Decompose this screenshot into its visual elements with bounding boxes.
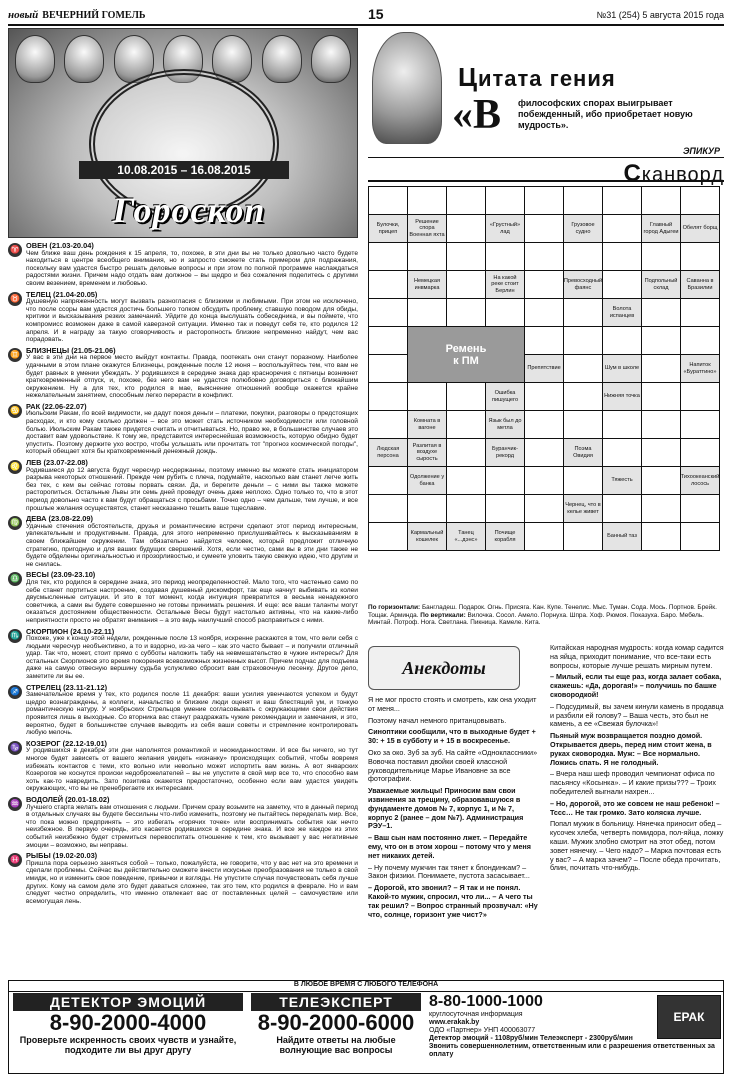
sign-text: Пришла пора серьезно заняться собой – только, пожалуйста, не говорите, что у вас нет на это времени и сделали проблемы. Сейчас вы действительно сможете внести искусные преобразования не только в свой имидж, но и изменить свое поведение, привычки и взгляды. Не упустите случая почувствовать себя лучше других. Кому на самом деле это будет даваться сложнее, так это тем, кто родился в феврале. Но и вам следует честно определить, что именно отвлекает вас от поставленных целей – самочувствие или всемогущая лень. — [26, 859, 358, 905]
grid-cell — [447, 467, 486, 495]
grid-cell — [564, 383, 603, 411]
scanword-clue: Обелят борщ — [680, 214, 720, 243]
sign-text: Замечательное время у тех, кто родился после 11 декабря: ваши усилия увенчаются успехом и будут щедро вознаграждены, а коллеги, начальство и близкие люди оценят и ваш блестящий ум, и тонкую романтическую натуру. У ноябрьских Стрельцов умение согласовывать с окружающими свои действия проявится лишь в выходные. Со вторника вас станут раздражать чужие рекомендации и замечания, и это, вероятно, будет в большинстве случаев выводить из себя ваши советы и стремление контролировать любую мелочь. — [26, 691, 358, 737]
sign-name: СКОРПИОН (24.10-22.11) — [26, 626, 115, 636]
scanword-clue: Буранчик-рекорд — [485, 438, 525, 467]
grid-cell — [525, 439, 564, 467]
horoscope-sign — [8, 459, 358, 512]
grid-cell — [369, 411, 408, 439]
grid-cell — [525, 271, 564, 299]
scanword-clue: Почище корабля — [485, 522, 525, 551]
scanword-clue: Разлитая в воздухе сырость — [407, 438, 447, 467]
grid-cell — [447, 215, 486, 243]
grid-cell — [681, 383, 720, 411]
scanword-clue: Язык был до метла — [485, 410, 525, 439]
ads-strip — [8, 980, 724, 1074]
sign-text: Чем ближе ваш день рождения к 15 апреля, то, похоже, в эти дни вы не только довольно часто будете находиться в центре всеобщего внимания, но и запросто сможете стать примером для подражания, поскольку вам удастся быстро решать деловые вопросы и при этом по полной программе наслаждаться радостями жизни. Причем надо отдать вам должное – вы щедро и без сожаления поделитесь с другими своим везением, временем и любовью. — [26, 249, 358, 287]
sign-text: Родившиеся до 12 августа будут чересчур несдержанны, поэтому именно вы можете стать инициатором разрыва некоторых отношений. Прежде чем рубить с плеча, подумайте, насколько вам станет легче жить без тех, с кем вы сейчас готовы порвать связи. Да, и берегите деньги – с ними вы также можете расторопиться. Остальные Львы эти семь дней проведут очень даже неплохо. Одно только то, что в этот период довольно часто к вам будут обращаться с просьбами. Точно одно – чем дальше, тем лучше, и все прошлые желания осуществятся, станет несказанно тешить ваше тщеславие. — [26, 466, 358, 512]
joke: Око за око. Зуб за зуб. На сайте «Одноклассники» Вовочка поставил двойки своей классной руководительнице Марье Ивановне за все фотографии. — [368, 747, 538, 784]
horoscope-sign — [8, 571, 358, 624]
zodiac-icon: ♊ — [8, 348, 22, 362]
grid-cell — [486, 495, 525, 523]
sign-text: Душевную напряженность могут вызвать разногласия с близкими и любимыми. При этом не исключено, что после ссоры вам удастся достичь большего толком обсудить проблему, ставшую поводом для обиды, критики и высказывания резких замечаний. Уйдите до конца выслушать собеседника, и вы поймете, что компромисс возможен даже в самой каверзной ситуации. Именно так и поведут себя те, кто родился 12 апреля. И в награду за такую сговорчивость и расторопность близкие непременно найдут, чем вас порадовать. — [26, 298, 358, 344]
ad-phone: 8-80-1000-1000 — [429, 993, 543, 1010]
grid-cell — [642, 439, 681, 467]
ad-info-line: 8-80-1000-1000 круглосуточная информация www.erakak.by ОДО «Партнер» УНП 400063077 Детектор эмоций - 1108руб/мин Телеэксперт - 2300руб/мин Звонить совершеннолетним, ответственным или с разрешения ответственных за оплату ЕРАК — [429, 993, 723, 1073]
sign-name: ДЕВА (23.08-22.09) — [26, 514, 93, 524]
grid-cell — [408, 243, 447, 271]
zodiac-icon: ♓ — [8, 853, 22, 867]
quote-open-letter: «В — [452, 92, 502, 138]
grid-cell — [525, 495, 564, 523]
grid-cell — [447, 411, 486, 439]
scanword-clue: Грузовое судно — [563, 214, 603, 243]
grid-cell — [603, 439, 642, 467]
grid-cell — [564, 243, 603, 271]
grid-cell — [525, 467, 564, 495]
scanword-clue: Главный город Адыгеи — [641, 214, 681, 243]
grid-cell — [408, 299, 447, 327]
grid-cell — [369, 187, 408, 215]
grid-cell — [408, 495, 447, 523]
ad-phone: 8-90-2000-4000 — [49, 1010, 207, 1035]
zodiac-icon: ♈ — [8, 243, 22, 257]
grid-cell — [447, 383, 486, 411]
horoscope-sign — [8, 515, 358, 568]
page-number: 15 — [368, 6, 384, 22]
scanword-clue: Немецкая инвмарка — [407, 270, 447, 299]
philosopher-bust-image — [372, 32, 442, 144]
scanword-clue: Булочки, прицеп — [368, 214, 408, 243]
grid-cell — [603, 243, 642, 271]
joke: Уважаемые жильцы! Приносим вам свои извинения за трещину, образовавшуюся в фундаменте домов № 7, корпус 1, и № 7, корпус 2 (ранее – дом №7). Администрация РЭУ–1. — [368, 786, 524, 831]
grid-cell — [564, 187, 603, 215]
grid-cell — [447, 439, 486, 467]
horoscope-title: Гороскоп — [112, 190, 266, 230]
quote-section — [368, 28, 724, 158]
grid-cell — [642, 411, 681, 439]
scanword-clue: Превосходный фаянс — [563, 270, 603, 299]
scanword-title: Сканворд — [623, 160, 724, 187]
scanword-answers: По горизонтали: Бангладеш. Подарок. Огнь. Присяга. Кан. Купе. Тенелис. Мыс. Туман. Сода. Мось. Портнов. Брейк. Тощак. Арминда. По вертикали: Вилочка. Сосол. Амело. Порнуха. Шпра. Хоф. Рюмоя. Показуха. Баро. Мебель. Минтай. Потроф. Нога. Светлана. Пикница. Камеле. Кита. — [368, 604, 717, 627]
sign-name: ЛЕВ (23.07-22.08) — [26, 458, 88, 468]
grid-cell — [681, 327, 720, 355]
sign-text: Для тех, кто родился в середине знака, это период неопределенностей. Мало того, что частенько само по себе станет портиться настроение, создавая душевный дискомфорт, так еще начнут выбивать из колеи двусмысленные ситуации. И это в тот момент, когда интуиция превратится в весьма ненадежного советчика, а сами вы будете совершенно не готовы принимать решения. И еще: все ваши таланты могут оказаться достоянием общественности. Остальные Весы будут настолько активны, что на какие-либо неприятности просто не обратят внимания – а это ведь наилучший способ расправиться с ними. — [26, 578, 358, 624]
newspaper-name: новый ВЕЧЕРНИЙ ГОМЕЛЬ — [8, 9, 146, 21]
sign-name: ВЕСЫ (23.09-23.10) — [26, 570, 96, 580]
grid-cell — [486, 187, 525, 215]
scanword-clue: Танец «...дэнс» — [446, 522, 486, 551]
scanword-clue: Подпольный склад — [641, 270, 681, 299]
grid-cell — [369, 299, 408, 327]
zodiac-icon: ♉ — [8, 292, 22, 306]
horoscope-sign — [8, 242, 358, 288]
scanword-clue: Нижняя точка — [602, 382, 642, 411]
scanword-clue: Тихоокеанский лосось — [680, 466, 720, 495]
grid-cell — [525, 523, 564, 551]
grid-cell — [525, 187, 564, 215]
joke: – Ваш сын нам постоянно лжет. – Передайте ему, что он в этом хорош – потому что у меня нет никаких детей. — [368, 833, 531, 860]
jokes-left-column — [368, 696, 540, 922]
grid-cell — [603, 271, 642, 299]
grid-cell — [369, 467, 408, 495]
ads-top-line: В ЛЮБОЕ ВРЕМЯ С ЛЮБОГО ТЕЛЕФОНА — [9, 981, 723, 992]
scanword-section — [368, 160, 724, 600]
zodiac-icon: ♌ — [8, 460, 22, 474]
ad-emotion-detector: ДЕТЕКТОР ЭМОЦИЙ 8-90-2000-4000 Проверьте искренность своих чувств и узнайте, подходите ли вы друг другу — [13, 993, 243, 1073]
sign-text: Июльским Ракам, по всей видимости, не дадут покоя деньги – платежи, покупки, разговоры о предстоящих расходах, и кто кому сколько должен – все это может стать источником необходимости или головной болью. Июльским Ракам также придется считать и отчитываться. Но, право же, в большинстве случаев это доставит вам удовольствие. К тому же, представится интереснейшая возможность, которую обидно будет упустить. Поэтому держите ухо востро, чтобы услышать или прочитать тот "прогноз космической погоды", который обещает хотя бы кратковременный денежный дождь. — [26, 410, 358, 456]
joke: – Дорогой, кто звонил? – Я так и не понял. Какой-то мужик, спросил, что ли... – А чего ты так решил? – Вопрос странный прозвучал: «Ну что, солнце, горизонт уже чист?» — [368, 883, 538, 919]
grid-cell — [603, 327, 642, 355]
sign-name: РЫБЫ (19.02-20.03) — [26, 851, 98, 861]
sign-name: ТЕЛЕЦ (21.04-20.05) — [26, 289, 98, 299]
grid-cell — [681, 411, 720, 439]
horoscope-sign — [8, 684, 358, 737]
sign-name: КОЗЕРОГ (22.12-19.01) — [26, 738, 108, 748]
grid-cell — [369, 495, 408, 523]
joke: Я не мог просто стоять и смотреть, как она уходит от меня... — [368, 695, 537, 713]
grid-cell — [525, 383, 564, 411]
zodiac-icon: ♎ — [8, 572, 22, 586]
horoscope-sign — [8, 628, 358, 681]
grid-cell — [642, 243, 681, 271]
scanword-clue: Чернец, что в келье живет — [563, 494, 603, 523]
issue-date: №31 (254) 5 августа 2015 года — [596, 10, 724, 20]
joke: Поэтому начал немного пританцовывать. — [368, 715, 507, 725]
zodiac-icon: ♍ — [8, 516, 22, 530]
joke: – Вчера наш шеф проводил чемпионат офиса по пасьянсу «Косынка». – И какие призы??? – Троих победителей выгнали нахрен... — [550, 769, 717, 796]
joke: Пьяный муж возвращается поздно домой. Открывается дверь, перед ним стоит жена, в руках сковородка. Муж: – Все нормально. Ложись спать. Я не голодный. — [550, 731, 712, 767]
grid-cell — [486, 467, 525, 495]
scanword-clue: «Грустный» лад — [485, 214, 525, 243]
cherub-figure — [64, 35, 104, 83]
grid-cell — [603, 187, 642, 215]
scanword-header — [368, 160, 724, 187]
grid-cell — [681, 299, 720, 327]
grid-cell — [447, 187, 486, 215]
grid-cell — [642, 467, 681, 495]
cherub-figure — [262, 35, 302, 83]
zodiac-icon: ♐ — [8, 685, 22, 699]
ad-phone: 8-90-2000-6000 — [257, 1010, 415, 1035]
horoscope-sign — [8, 852, 358, 905]
joke: – Ну почему мужчин так тянет к блондинкам? – Закон физики. Понимаете, пустота засасывает... — [368, 862, 530, 881]
grid-cell — [525, 411, 564, 439]
zodiac-icon: ♑ — [8, 741, 22, 755]
joke: Синоптики сообщили, что в выходные будет + 30: + 15 в субботу и + 15 в воскресенье. — [368, 727, 536, 746]
grid-cell — [564, 299, 603, 327]
scanword-clue: Саванна в Бразилии — [680, 270, 720, 299]
sign-text: У родившихся в декабре эти дни наполнятся романтикой и неожиданностями. И все бы ничего, но тут многое будет зависеть от вашего желания увидеть «изнанку» происходящих событий, чтобы вовремя избежать контактов с теми, кто вольно или невольно может испортить вам жизнь. А вот январских Козерогов не коснутся происки недоброжелателей – вы не упустите в свой мир все то, что способно вам хоть как-то навредить. Зато позитива окажется предостаточно, особенно если вам удастся увидеть окружающих, что вы не пренебрегаете их интересами. — [26, 747, 358, 793]
joke: – Милый, если ты еще раз, когда залает собака, скажешь: «Да, дорогая!» – получишь по башке сковородкой! — [550, 672, 722, 699]
scanword-clue: Напиток «Бураттино» — [680, 354, 720, 383]
grid-cell — [642, 383, 681, 411]
cherub-figure — [15, 35, 55, 83]
scanword-clue: Волота испанцев — [602, 298, 642, 327]
zodiac-icon: ♏ — [8, 629, 22, 643]
erak-logo: ЕРАК — [657, 995, 721, 1039]
grid-cell — [369, 243, 408, 271]
grid-cell — [603, 215, 642, 243]
grid-cell — [642, 327, 681, 355]
grid-cell — [369, 523, 408, 551]
grid-cell — [642, 523, 681, 551]
grid-cell — [681, 243, 720, 271]
grid-cell — [564, 327, 603, 355]
scanword-clue: Шум в школе — [602, 354, 642, 383]
grid-cell — [564, 467, 603, 495]
grid-cell — [369, 355, 408, 383]
scanword-rebus: Ремень к ПМ — [407, 326, 525, 383]
grid-cell — [642, 187, 681, 215]
jokes-banner: Анекдоты — [368, 646, 520, 690]
grid-cell — [681, 495, 720, 523]
horoscope-sign — [8, 796, 358, 849]
grid-cell — [681, 439, 720, 467]
scanword-clue: Ошибка пишущего — [485, 382, 525, 411]
horoscope-banner — [8, 28, 358, 238]
joke: – Подсудимый, вы зачем кинули камень в продавца и разбили ей голову? – Ваша честь, это был не камень, а ее «Свежая булочка»! — [550, 701, 724, 729]
grid-cell — [603, 495, 642, 523]
scanword-clue: Комната в вагоне — [407, 410, 447, 439]
zodiac-icon: ♒ — [8, 797, 22, 811]
zodiac-icon: ♋ — [8, 404, 22, 418]
scanword-clue: Банный таз — [602, 522, 642, 551]
horoscope-dates: 10.08.2015 – 16.08.2015 — [79, 161, 289, 179]
grid-cell — [369, 271, 408, 299]
scanword-clue: Одолжение у банка — [407, 466, 447, 495]
sign-name: РАК (22.06-22.07) — [26, 401, 87, 411]
grid-cell — [642, 495, 681, 523]
horoscope-signs — [8, 242, 358, 905]
quote-heading: Цитата гения — [458, 62, 616, 92]
scanword-clue: Препятствие — [524, 354, 564, 383]
page-header — [8, 6, 724, 26]
sign-text: Удачные стечения обстоятельств, друзья и романтические встречи сделают этот период интересным, увлекательным и продуктивным. Правда, для этого непременно прислушивайтесь к высказываниям в своем ближайшем окружении. Там обязательно найдется человек, который предложит отличную стратегию, пригодную и для ваших будущих свершений. Хотя, если честно, сами вы в эти дни также не будете обделены оригинальностью и прозорливостью, и сумеете уловить такую свежую идею, что другим и не снилась. — [26, 522, 358, 568]
grid-cell — [369, 327, 408, 355]
sign-name: ВОДОЛЕЙ (20.01-18.02) — [26, 794, 110, 804]
sign-text: У вас в эти дни на первое место выйдут контакты. Правда, поотекать они станут поразному. Наиболее удачными в этом плане окажутся Близнецы, рожденные после 12 июня – воспользуйтесь тем, что вам не будет равных в умении убеждать. У родившихся в середине знака дар красноречия с пятницы возникнет кратковременный отпуск, и, похоже, без него вам не удастся полюбовно договориться с ближайшим окружением. Ну а для тех, кто родился в мае, выяснение отношений вообще окажется крайне нежелательным занятием, способным легко перерасти в конфликт. — [26, 354, 358, 400]
grid-cell — [447, 243, 486, 271]
scanword-clue: Людская персона — [368, 438, 408, 467]
grid-cell — [525, 299, 564, 327]
grid-cell — [642, 355, 681, 383]
horoscope-section — [8, 28, 358, 978]
quote-author: ЭПИКУР — [682, 146, 720, 156]
jokes-section — [368, 644, 724, 974]
grid-cell — [681, 523, 720, 551]
scanword-clue: Поэма Овидия — [563, 438, 603, 467]
horoscope-sign — [8, 291, 358, 344]
grid-cell — [486, 243, 525, 271]
grid-cell — [564, 523, 603, 551]
cherub-figure — [311, 35, 351, 83]
sign-name: СТРЕЛЕЦ (23.11-21.12) — [26, 682, 108, 692]
grid-cell — [369, 383, 408, 411]
joke: – Но, дорогой, это же совсем не наш ребенок! – Тссс… Не так громко. Зато коляска лучше. — [550, 798, 720, 817]
grid-cell — [681, 187, 720, 215]
grid-cell — [447, 299, 486, 327]
scanword-clue: Кармальный кошелек — [407, 522, 447, 551]
grid-cell — [525, 215, 564, 243]
sign-text: Лучшего старта желать вам отношения с людьми. Причем сразу возьмите на заметку, что в данный период в отдельных случаях вы будете бессильны что-либо изменить, поэтому не пытайтесь переделать мир. Все, что пока можно предпринять – это избегать «горячих точек» или воспринимать события как нечто неизбежное. В первую очередь, это касается родившихся в середине знака. И все же каждое из этих событий неизбежно будет стремиться перевоспитать отношение к тем, кто вызывает у вас негативные эмоции – возможно, вы неправы. — [26, 803, 358, 849]
grid-cell — [486, 299, 525, 327]
grid-cell — [525, 243, 564, 271]
horoscope-sign — [8, 403, 358, 456]
grid-cell — [408, 383, 447, 411]
joke: Попал мужик в больницу. Нянечка приносит обед – кусочек хлеба, четверть помидора, пол-яйца, ложку каши. Мужик злобно смотрит на этот обед, потом зовет нянечку. – Чего надо? – Марка почтовая есть у вас? – А марка зачем? – После обеда прочитать, блин, почитать что-нибудь. — [550, 819, 724, 873]
grid-cell — [642, 299, 681, 327]
sign-name: ОВЕН (21.03-20.04) — [26, 241, 94, 250]
grid-cell — [564, 355, 603, 383]
scanword-clue: Тяжесть — [602, 466, 642, 495]
grid-cell — [564, 411, 603, 439]
scanword-clue: Решение спора Военная яхта — [407, 214, 447, 243]
horoscope-sign — [8, 740, 358, 793]
grid-cell — [408, 187, 447, 215]
grid-cell — [447, 495, 486, 523]
joke: Китайская народная мудрость: когда комар садится на яйца, приходит понимание, что все-таки есть вопросы, которые лучше решать мирным путем. — [550, 643, 724, 670]
quote-text: философских спорах выигрывает побежденный, ибо приобретает новую мудрость». — [518, 98, 693, 130]
sign-name: БЛИЗНЕЦЫ (21.05-21.06) — [26, 345, 116, 355]
jokes-right-column — [550, 644, 724, 876]
scanword-clue: На какой реке стоит Берлин — [485, 270, 525, 299]
grid-cell — [603, 411, 642, 439]
horoscope-sign — [8, 347, 358, 400]
sign-text: Похоже, уже к концу этой недели, рожденные после 13 ноября, искренне раскаются в том, что вели себя с людьми чересчур необъективно, а то и вздорно, из-за чего – как это часто бывает – и получили отличный удар. Так что, может, стоит прямо с субботы наложить табу на невмешательство в чужие интересы? Для остальных Скорпионов это время покорения всевозможных жизненных высот. Причем подчас для подъема даже на самую отвесную вершину судьба услужливо сбросит вам страховочную лесенку. Другое дело, заметите ли вы ее. — [26, 635, 358, 681]
grid-cell — [447, 271, 486, 299]
grid-cell — [525, 327, 564, 355]
ad-teleexpert: ТЕЛЕЭКСПЕРТ 8-90-2000-6000 Найдите ответы на любые волнующие вас вопросы — [251, 993, 421, 1073]
